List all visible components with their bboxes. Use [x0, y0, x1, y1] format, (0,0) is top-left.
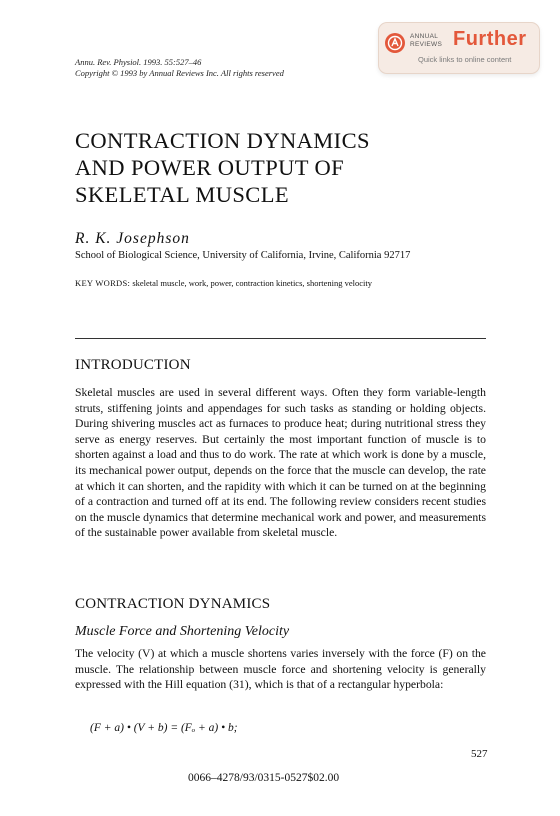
contraction-dynamics-heading: CONTRACTION DYNAMICS — [75, 596, 271, 612]
further-label[interactable]: Further — [453, 28, 527, 50]
hill-equation: (F + a) • (V + b) = (Fₒ + a) • b; — [90, 722, 238, 734]
copyright-notice: Copyright © 1993 by Annual Reviews Inc. All rights reserved — [75, 68, 284, 78]
keywords-list: skeletal muscle, work, power, contraction kinetics, shortening velocity — [132, 278, 373, 288]
keywords-line — [75, 278, 372, 288]
force-velocity-subheading: Muscle Force and Shortening Velocity — [75, 624, 290, 639]
author-affiliation: School of Biological Science, University of California, Irvine, California 92717 — [75, 250, 411, 261]
introduction-heading: INTRODUCTION — [75, 357, 191, 373]
annual-reviews-wordmark — [410, 33, 442, 48]
contraction-paragraph: The velocity (V) at which a muscle shortens varies inversely with the force (F) on the muscle. The relationship between muscle force and shortening velocity is generally expressed with the Hill equation (31), which is that of a rectangular hyperbola: — [75, 647, 486, 692]
reviews-word: REVIEWS — [410, 40, 443, 48]
journal-reference — [75, 57, 284, 79]
further-links-badge[interactable] — [378, 22, 540, 74]
page-number: 527 — [471, 748, 488, 760]
journal-citation: Annu. Rev. Physiol. 1993. 55:527–46 — [75, 57, 202, 67]
keywords-label: KEY WORDS: — [75, 278, 131, 288]
introduction-paragraph: Skeletal muscles are used in several different ways. Often they form variable-length struts, stiffening joints and appendages for such tasks as standing or holding objects. During shivering muscles act as furnaces to produce heat; during nutritional stress they serve as energy reserves. But certainly the most important function of muscle is to shorten against a load and thus to do work. The rate at which work is done by a muscle, its mechanical power output, depends on the force that the muscle can develop, the rate at which it can shorten, and the rapidity with which it can be turned on at the beginning of a contraction and turned off at its end. The following review considers recent studies on the muscle dynamics that determine mechanical work and power, and measurements of the sustainable power available from skeletal muscle. — [75, 386, 486, 540]
title-line: SKELETAL MUSCLE — [75, 182, 289, 207]
title-line: AND POWER OUTPUT OF — [75, 155, 345, 180]
article-title — [75, 127, 370, 208]
article-code: 0066–4278/93/0315-0527$02.00 — [188, 772, 340, 784]
divider-rule — [75, 338, 486, 339]
annual-word: ANNUAL — [410, 33, 439, 40]
title-line: CONTRACTION DYNAMICS — [75, 128, 370, 153]
annual-reviews-logo-icon — [384, 32, 406, 54]
author-name: R. K. Josephson — [75, 230, 190, 247]
further-tagline: Quick links to online content — [418, 55, 512, 64]
